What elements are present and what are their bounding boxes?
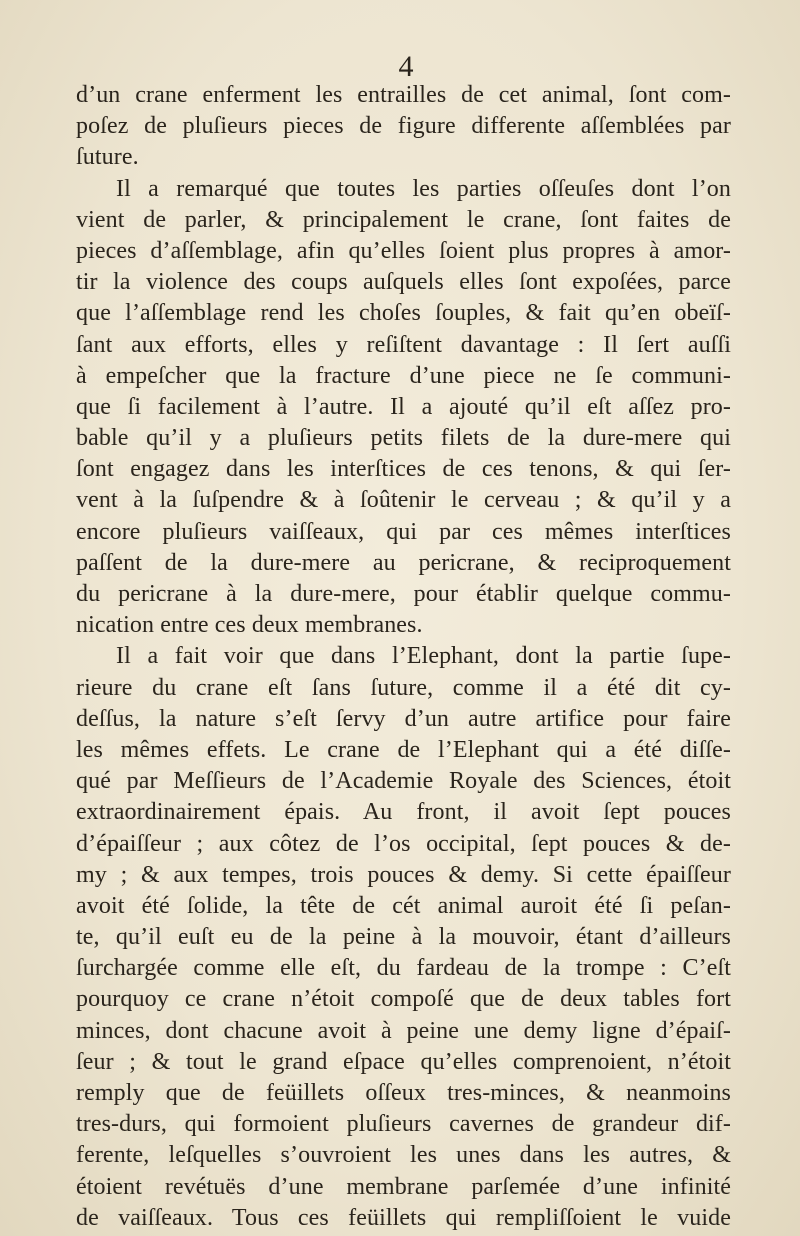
text-line: deſſus, la nature s’eſt ſervy d’un autre artifice pour faire (76, 705, 731, 732)
text-line: ſurchargée comme elle eſt, du fardeau de la trompe : C’eſt (76, 955, 731, 982)
text-line: d’un crane enferment les entrailles de cet animal, ſont com- (76, 82, 731, 108)
text-line: à empeſcher que la fracture d’une piece ne ſe communi- (76, 362, 731, 389)
text-line: que ſi facilement à l’autre. Il a ajouté qu’il eſt aſſez pro- (76, 393, 731, 420)
text-line: tir la violence des coups auſquels elles ſont expoſées, parce (76, 269, 731, 296)
text-line: remply que de feüillets oſſeux tres-minces, & neanmoins (76, 1080, 731, 1106)
text-line: extraordinairement épais. Au front, il avoit ſept pouces (76, 799, 731, 826)
text-line: ſuture. (76, 144, 139, 171)
text-line: qué par Meſſieurs de l’Academie Royale des Sciences, étoit (76, 768, 731, 795)
text-line: que l’aſſemblage rend les choſes ſouples, & fait qu’en obeïſ- (76, 300, 731, 327)
text-line: pieces d’aſſemblage, afin qu’elles ſoient plus propres à amor- (76, 237, 731, 264)
text-line: tres-durs, qui formoient pluſieurs cavernes de grandeur dif- (76, 1111, 731, 1138)
text-line: ſeur ; & tout le grand eſpace qu’elles comprenoient, n’étoit (76, 1048, 731, 1075)
text-line: rieure du crane eſt ſans ſuture, comme il a été dit cy- (76, 674, 731, 701)
text-line: ferente, leſquelles s’ouvroient les unes dans les autres, & (76, 1142, 731, 1169)
text-line: poſez de pluſieurs pieces de figure differente aſſemblées par (76, 113, 731, 140)
text-line: my ; & aux tempes, trois pouces & demy. Si cette épaiſſeur (76, 861, 731, 888)
text-line: étoient revétuës d’une membrane parſemée d’une infinité (76, 1173, 731, 1200)
text-line: paſſent de la dure-mere au pericrane, & reciproquement (76, 549, 731, 576)
body-text (76, 80, 731, 1234)
text-line: ſant aux efforts, elles y reſiſtent davantage : Il ſert auſſi (76, 331, 731, 358)
page-number: 4 (398, 50, 414, 83)
text-line: minces, dont chacune avoit à peine une demy ligne d’épaiſ- (76, 1017, 731, 1044)
text-line: vent à la ſuſpendre & à ſoûtenir le cerveau ; & qu’il y a (76, 487, 731, 514)
text-line: bable qu’il y a pluſieurs petits filets de la dure-mere qui (76, 425, 731, 452)
text-line: avoit été ſolide, la tête de cét animal auroit été ſi peſan- (76, 892, 731, 919)
text-line: te, qu’il euſt eu de la peine à la mouvoir, étant d’ailleurs (76, 924, 731, 951)
text-line: pourquoy ce crane n’étoit compoſé que de deux tables fort (76, 986, 731, 1013)
text-line: d’épaiſſeur ; aux côtez de l’os occipital, ſept pouces & de- (76, 830, 731, 857)
text-line: encore pluſieurs vaiſſeaux, qui par ces mêmes interſtices (76, 518, 731, 545)
text-line: Il a remarqué que toutes les parties oſſeuſes dont l’on (116, 175, 731, 202)
text-line: vient de parler, & principalement le crane, ſont faites de (76, 206, 731, 233)
text-line: de vaiſſeaux. Tous ces feüillets qui rempliſſoient le vuide (76, 1204, 731, 1231)
text-line: les mêmes effets. Le crane de l’Elephant qui a été diſſe- (76, 736, 731, 763)
text-line: Il a fait voir que dans l’Elephant, dont la partie ſupe- (116, 643, 731, 670)
text-line: nication entre ces deux membranes. (76, 612, 423, 639)
text-line: du pericrane à la dure-mere, pour établir quelque commu- (76, 581, 731, 607)
text-line: ſont engagez dans les interſtices de ces tenons, & qui ſer- (76, 456, 731, 483)
